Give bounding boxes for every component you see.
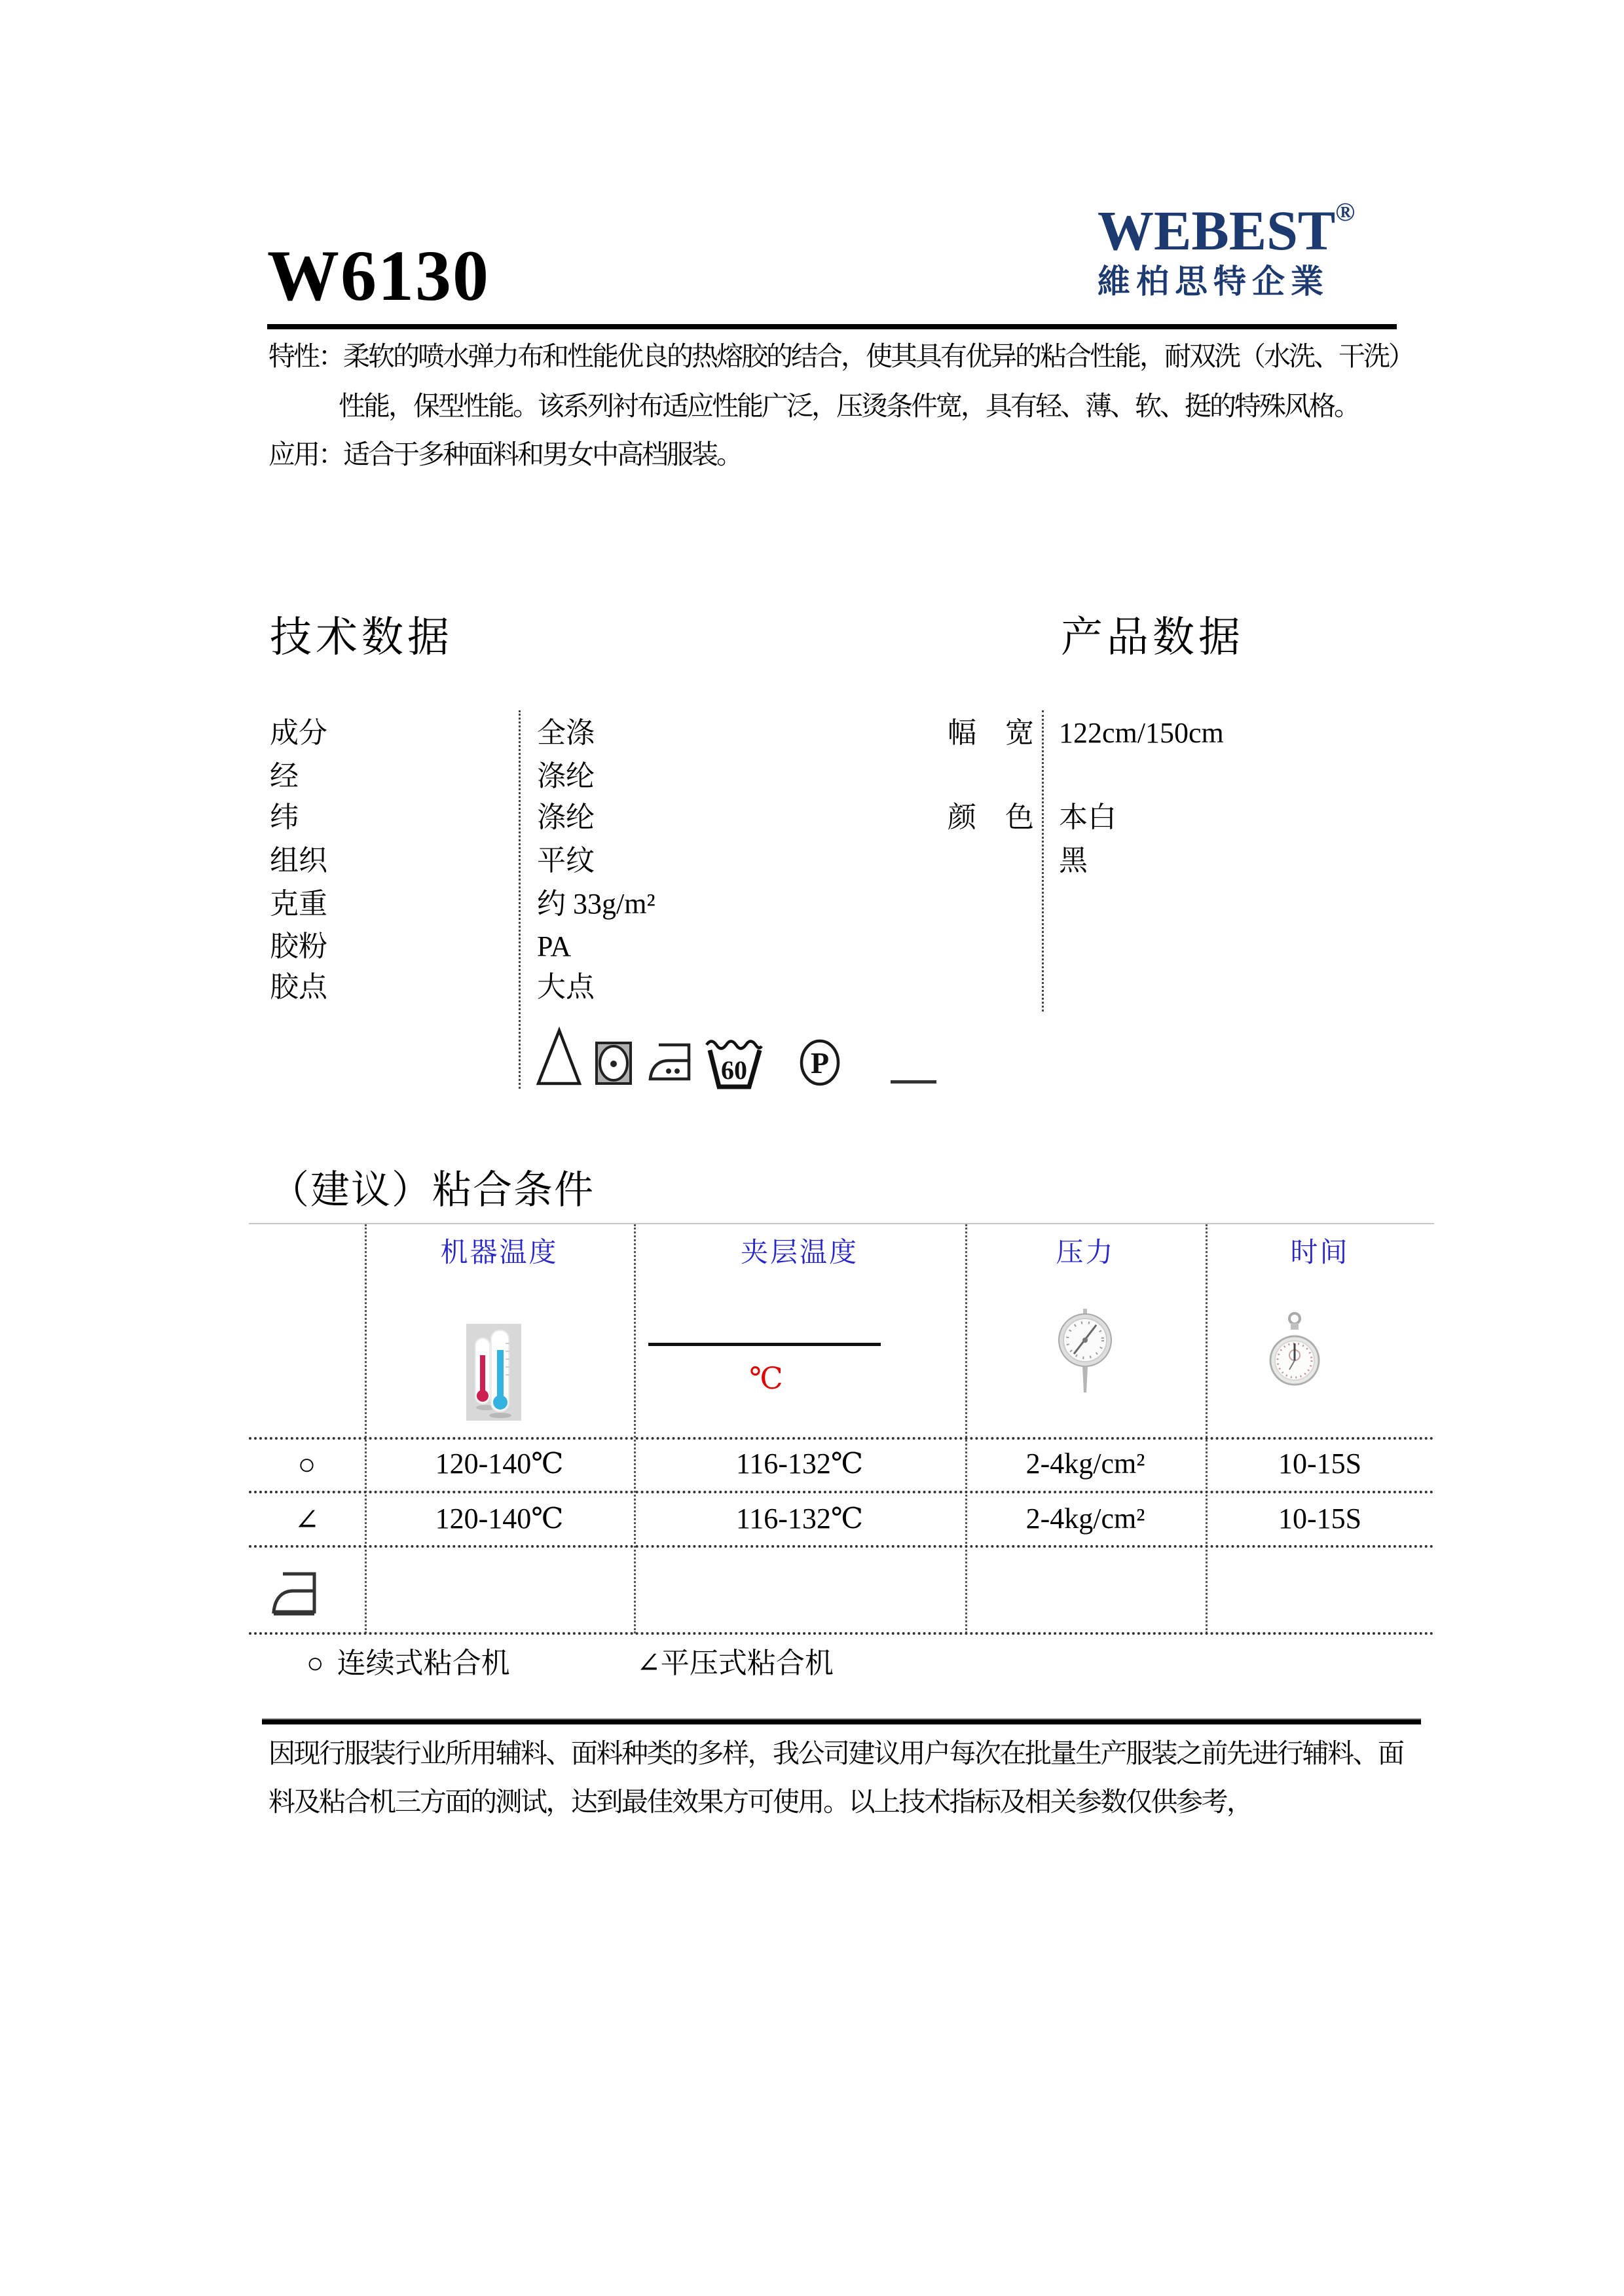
bonding-col-divider	[365, 1224, 367, 1633]
tech-row-label: 胶点	[270, 971, 327, 1003]
interlayer-line	[648, 1343, 881, 1346]
legend-symbol-circle: ○	[306, 1647, 324, 1679]
product-data-heading: 产品数据	[1061, 614, 1244, 661]
tech-row-label: 经	[270, 760, 299, 792]
legend-flat-press-machine	[637, 1639, 834, 1681]
bonding-col-divider	[634, 1224, 636, 1633]
bonding-row-divider	[249, 1491, 1434, 1493]
bonding-row-divider	[249, 1545, 1434, 1548]
row2-interlayer-temp: 116-132℃	[735, 1503, 864, 1535]
stopwatch-icon	[1269, 1311, 1320, 1392]
color-value-natural: 本白	[1059, 801, 1116, 833]
bleach-triangle-icon	[536, 1027, 581, 1087]
hand-iron-icon	[270, 1565, 318, 1622]
color-value-black: 黑	[1059, 845, 1088, 877]
brand-name: WEBEST	[1098, 199, 1336, 262]
row1-pressure: 2-4kg/cm²	[1025, 1448, 1145, 1480]
row1-machine-type-symbol: ○	[297, 1448, 316, 1481]
row1-machine-temp: 120-140℃	[435, 1448, 564, 1480]
bonding-col-divider	[965, 1224, 967, 1633]
tech-row-value: 约 33g/m²	[537, 888, 655, 920]
tech-row-label: 克重	[270, 888, 327, 920]
wash-temp-value: 60	[721, 1055, 747, 1085]
col-header-machine-temp: 机器温度	[440, 1238, 559, 1268]
celsius-label: ℃	[749, 1362, 783, 1395]
row2-machine-type-symbol: ∠	[294, 1503, 320, 1537]
col-header-pressure: 压力	[1056, 1238, 1115, 1268]
tech-row-label: 胶粉	[270, 930, 327, 962]
feature-label: 特性：	[268, 341, 343, 371]
tech-table-divider-right	[1042, 710, 1044, 1011]
bonding-row-divider	[249, 1632, 1434, 1635]
page-title: W6130	[267, 236, 490, 316]
wash-60-icon	[704, 1033, 764, 1091]
application-label: 应用：	[268, 439, 343, 469]
tech-data-heading: 技术数据	[270, 614, 453, 661]
col-header-time: 时间	[1290, 1238, 1350, 1268]
header-divider	[267, 324, 1397, 329]
row2-time: 10-15S	[1278, 1503, 1362, 1535]
legend-label: 连续式粘合机	[337, 1647, 510, 1679]
tech-row-label: 组织	[270, 845, 327, 877]
feature-paragraph-line1	[268, 339, 1413, 373]
color-label: 颜 色	[948, 801, 1034, 833]
registered-mark: ®	[1335, 197, 1356, 227]
tech-row-value: 平纹	[537, 845, 595, 877]
width-label: 幅 宽	[948, 717, 1034, 749]
tech-row-value: 涤纶	[537, 760, 595, 792]
pressure-gauge-icon	[1058, 1306, 1113, 1404]
bonding-col-divider	[1206, 1224, 1208, 1633]
legend-label: 平压式粘合机	[660, 1647, 834, 1679]
tech-row-value: 涤纶	[537, 801, 595, 833]
row1-time: 10-15S	[1278, 1448, 1362, 1480]
tech-row-value: PA	[537, 930, 572, 962]
row2-machine-temp: 120-140℃	[435, 1503, 564, 1535]
tumble-dry-icon	[595, 1040, 633, 1087]
bonding-table-top-border	[249, 1223, 1434, 1224]
tech-row-label: 纬	[270, 801, 299, 833]
width-value: 122cm/150cm	[1059, 717, 1224, 749]
tech-table-divider-left	[519, 710, 521, 1089]
tech-row-value: 全涤	[537, 717, 595, 749]
care-line-icon	[891, 1080, 936, 1084]
application-text: 适合于多种面料和男女中高档服装。	[343, 439, 741, 469]
legend-symbol-angle: ∠	[637, 1647, 661, 1679]
dry-clean-letter: P	[810, 1046, 830, 1080]
disclaimer-line2: 料及粘合机三方面的测试，达到最佳效果方可使用。以上技术指标及相关参数仅供参考，	[268, 1787, 1252, 1817]
tech-row-value: 大点	[537, 971, 595, 1003]
col-header-interlayer-temp: 夹层温度	[740, 1238, 858, 1268]
bonding-conditions-heading: （建议）粘合条件	[270, 1169, 595, 1212]
tech-row-label: 成分	[270, 717, 327, 749]
thermometer-icon	[466, 1324, 521, 1421]
brand-company-name: 維柏思特企業	[1098, 263, 1329, 300]
row2-pressure: 2-4kg/cm²	[1025, 1503, 1145, 1535]
row1-interlayer-temp: 116-132℃	[735, 1448, 864, 1480]
disclaimer-line1: 因现行服装行业所用辅料、面料种类的多样，我公司建议用户每次在批量生产服装之前先进行辅料、面	[268, 1738, 1403, 1768]
iron-two-dots-icon	[647, 1037, 693, 1087]
bonding-row-divider	[249, 1437, 1434, 1440]
brand-logo	[1098, 199, 1412, 298]
feature-text-1: 柔软的喷水弹力布和性能优良的热熔胶的结合，使其具有优异的粘合性能，耐双洗（水洗、干洗）	[343, 341, 1413, 371]
brand-logo-text	[1098, 197, 1412, 262]
application-paragraph	[268, 437, 741, 471]
legend-continuous-machine	[306, 1639, 510, 1681]
feature-paragraph-line2: 性能，保型性能。该系列衬布适应性能广泛，压烫条件宽，具有轻、薄、软、挺的特殊风格。	[339, 391, 1359, 421]
footer-divider	[262, 1719, 1421, 1724]
dry-clean-p-icon	[799, 1038, 841, 1087]
